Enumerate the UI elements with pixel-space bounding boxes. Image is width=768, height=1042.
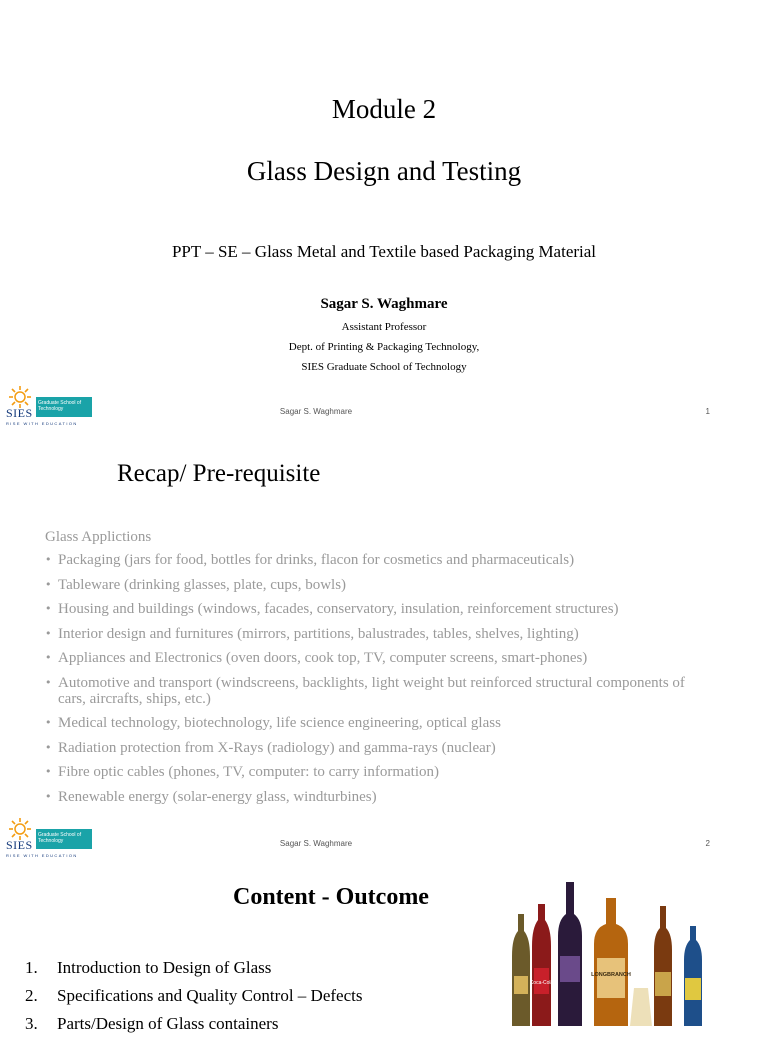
section-heading: Glass Applictions: [45, 529, 152, 545]
slide-1: [0, 0, 768, 432]
slide-title: Content - Outcome: [233, 884, 429, 910]
slide-subtitle: Glass Design and Testing: [246, 156, 522, 186]
list-text: Specifications and Quality Control – Defects: [57, 986, 363, 1005]
footer-author: Sagar S. Waghmare: [279, 407, 353, 416]
sies-logo: [6, 816, 96, 860]
bottle-label: Coca-Cola: [529, 980, 554, 986]
list-item: • Renewable energy (solar-energy glass, windturbines): [44, 789, 704, 805]
page-number: 1: [705, 407, 710, 416]
bottle-label: LONGBRANCH: [591, 972, 631, 978]
author-name: Sagar S. Waghmare: [320, 296, 448, 312]
list-item: • Housing and buildings (windows, facades, conservatory, insulation, reinforcement structures): [44, 601, 704, 617]
list-text: Parts/Design of Glass containers: [57, 1014, 279, 1033]
list-item: • Automotive and transport (windscreens, backlights, light weight but reinforced structural components of cars, aircrafts, ships, etc.): [44, 675, 704, 707]
slide-title: Recap/ Pre-requisite: [117, 460, 321, 487]
list-item: • Medical technology, biotechnology, life science engineering, optical glass: [44, 715, 704, 731]
list-item: • Radiation protection from X-Rays (radiology) and gamma-rays (nuclear): [44, 740, 704, 756]
list-number: 2.: [25, 986, 38, 1005]
content-list: [25, 958, 362, 1042]
author-department: Dept. of Printing & Packaging Technology,: [288, 341, 480, 353]
logo-text: SIES: [6, 838, 33, 852]
author-institution: SIES Graduate School of Technology: [301, 361, 467, 373]
slide-title: Module 2: [331, 94, 437, 124]
page-number: 2: [705, 839, 710, 848]
glass-bottles-image: [498, 876, 724, 1026]
list-item: [25, 958, 362, 978]
list-item: • Tableware (drinking glasses, plate, cups, bowls): [44, 577, 704, 593]
applications-list: [44, 552, 704, 813]
list-item: • Fibre optic cables (phones, TV, computer: to carry information): [44, 764, 704, 780]
author-role: Assistant Professor: [341, 321, 427, 333]
list-item: [25, 986, 362, 1006]
course-title: PPT – SE – Glass Metal and Textile based Packaging Material: [171, 242, 597, 261]
logo-text: SIES: [6, 406, 33, 420]
sies-logo: [6, 384, 96, 428]
list-item: • Appliances and Electronics (oven doors, cook top, TV, computer screens, smart-phones): [44, 650, 704, 666]
slide-2: [0, 432, 768, 864]
list-text: Introduction to Design of Glass: [57, 958, 272, 977]
logo-badge-line2: Technology: [38, 838, 64, 844]
logo-badge-line1: Graduate School of: [38, 832, 82, 838]
slide-3: [0, 864, 768, 1033]
footer-author: Sagar S. Waghmare: [279, 839, 353, 848]
list-item: • Interior design and furnitures (mirrors, partitions, balustrades, tables, shelves, lighting): [44, 626, 704, 642]
list-number: 3.: [25, 1014, 38, 1033]
logo-tagline: RISE WITH EDUCATION: [6, 421, 78, 426]
logo-badge-line2: Technology: [38, 406, 64, 412]
list-number: 1.: [25, 958, 38, 977]
logo-badge-line1: Graduate School of: [38, 400, 82, 406]
list-item: [25, 1014, 362, 1034]
logo-tagline: RISE WITH EDUCATION: [6, 853, 78, 858]
list-item: • Packaging (jars for food, bottles for drinks, flacon for cosmetics and pharmaceuticals): [44, 552, 704, 568]
